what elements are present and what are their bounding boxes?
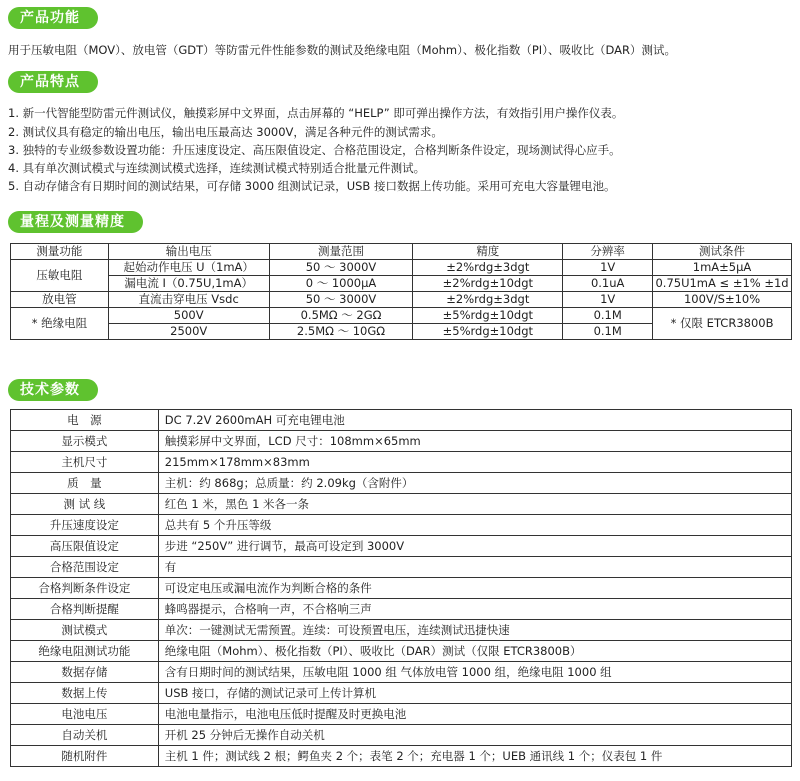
spec-value: 主机：约 868g；总质量：约 2.09kg（含附件） (158, 473, 791, 494)
spec-value: 电池电量指示，电池电压低时提醒及时更换电池 (158, 704, 791, 725)
function-description: 用于压敏电阻（MOV）、放电管（GDT）等防雷元件性能参数的测试及绝缘电阻（Mohm）、极化指数（PI）、吸收比（DAR）测试。 (8, 43, 676, 57)
table-cell: 0.1M (563, 308, 653, 324)
spec-value: 有 (158, 557, 791, 578)
table-cell: 0.1M (563, 324, 653, 340)
table-row (11, 536, 792, 557)
table-cell: ±2%rdg±3dgt (413, 292, 563, 308)
spec-value: 215mm×178mm×83mm (158, 452, 791, 473)
table-row (11, 494, 792, 515)
spec-label: 显示模式 (11, 431, 159, 452)
table-row (11, 260, 792, 276)
spec-label: 数据上传 (11, 683, 159, 704)
header-cell: 精度 (413, 244, 563, 260)
feature-item: 3. 独特的专业级参数设置功能：升压速度设定、高压限值设定、合格范围设定，合格判断条件设定，现场测试得心应手。 (8, 143, 621, 157)
table-cell: 0.75U1mA ≤ ±1% ±1d (653, 276, 792, 292)
table-row (11, 599, 792, 620)
function-cell: 放电管 (11, 292, 109, 308)
table-row (11, 452, 792, 473)
header-cell: 测量范围 (269, 244, 413, 260)
table-row (11, 578, 792, 599)
spec-label: 测试模式 (11, 620, 159, 641)
spec-label: 质 量 (11, 473, 159, 494)
spec-value: 主机 1 件；测试线 2 根；鳄鱼夹 2 个；表笔 2 个；充电器 1 个；UEB 通讯线 1 个；仪表包 1 件 (158, 746, 791, 767)
spec-label: 随机附件 (11, 746, 159, 767)
table-cell: 500V (108, 308, 269, 324)
table-row (11, 473, 792, 494)
spec-value: 红色 1 米，黑色 1 米各一条 (158, 494, 791, 515)
function-cell: * 绝缘电阻 (11, 308, 109, 340)
spec-label: 电池电压 (11, 704, 159, 725)
table-cell: 2500V (108, 324, 269, 340)
table-cell: 50 ～ 3000V (269, 292, 413, 308)
table-cell: 0.1uA (563, 276, 653, 292)
table-cell: 2.5MΩ ～ 10GΩ (269, 324, 413, 340)
table-cell: 1V (563, 260, 653, 276)
specs-table (10, 409, 792, 767)
table-cell: * 仅限 ETCR3800B (653, 308, 792, 340)
table-header-row (11, 244, 792, 260)
table-row (11, 515, 792, 536)
spec-label: 高压限值设定 (11, 536, 159, 557)
spec-label: 数据存储 (11, 662, 159, 683)
spec-label: 绝缘电阻测试功能 (11, 641, 159, 662)
table-row (11, 641, 792, 662)
table-row (11, 276, 792, 292)
table-row (11, 746, 792, 767)
header-cell: 测量功能 (11, 244, 109, 260)
feature-item: 4. 具有单次测试模式与连续测试模式选择，连续测试模式特别适合批量元件测试。 (8, 161, 426, 175)
feature-item: 1. 新一代智能型防雷元件测试仪，触摸彩屏中文界面，点击屏幕的 “HELP” 即可弹出操作方法，有效指引用户操作仪表。 (8, 106, 624, 120)
feature-item: 2. 测试仪具有稳定的输出电压，输出电压最高达 3000V，满足各种元件的测试需求。 (8, 125, 443, 139)
feature-item: 5. 自动存储含有日期时间的测试结果，可存储 3000 组测试记录，USB 接口数据上传功能。采用可充电大容量锂电池。 (8, 179, 616, 193)
table-row (11, 410, 792, 431)
table-cell: 直流击穿电压 Vsdc (108, 292, 269, 308)
table-row (11, 620, 792, 641)
spec-value: 可设定电压或漏电流作为判断合格的条件 (158, 578, 791, 599)
spec-value: 步进 “250V” 进行调节，最高可设定到 3000V (158, 536, 791, 557)
table-cell: 漏电流 I（0.75U,1mA） (108, 276, 269, 292)
spec-label: 升压速度设定 (11, 515, 159, 536)
spec-label: 自动关机 (11, 725, 159, 746)
table-row (11, 308, 792, 324)
range-accuracy-table (10, 243, 792, 340)
spec-value: 触摸彩屏中文界面，LCD 尺寸：108mm×65mm (158, 431, 791, 452)
table-cell: 起始动作电压 U（1mA） (108, 260, 269, 276)
spec-value: 单次：一键测试无需预置。连续：可设预置电压，连续测试迅捷快速 (158, 620, 791, 641)
header-cell: 输出电压 (108, 244, 269, 260)
spec-value: 绝缘电阻（Mohm）、极化指数（PI）、吸收比（DAR）测试（仅限 ETCR3800B） (158, 641, 791, 662)
table-row (11, 704, 792, 725)
table-row (11, 662, 792, 683)
table-cell: 100V/S±10% (653, 292, 792, 308)
section-title-features: 产品特点 (8, 71, 98, 93)
table-row (11, 557, 792, 578)
spec-label: 合格判断提醒 (11, 599, 159, 620)
header-cell: 测试条件 (653, 244, 792, 260)
spec-value: 总共有 5 个升压等级 (158, 515, 791, 536)
section-title-specs: 技术参数 (8, 379, 98, 401)
function-cell: 压敏电阻 (11, 260, 109, 292)
spec-value: USB 接口，存储的测试记录可上传计算机 (158, 683, 791, 704)
table-cell: 0.5MΩ ～ 2GΩ (269, 308, 413, 324)
spec-label: 合格范围设定 (11, 557, 159, 578)
header-cell: 分辨率 (563, 244, 653, 260)
spec-label: 测 试 线 (11, 494, 159, 515)
spec-label: 电 源 (11, 410, 159, 431)
spec-value: 含有日期时间的测试结果，压敏电阻 1000 组 气体放电管 1000 组，绝缘电阻 1000 组 (158, 662, 791, 683)
spec-label: 合格判断条件设定 (11, 578, 159, 599)
table-cell: ±2%rdg±3dgt (413, 260, 563, 276)
table-cell: 0 ～ 1000μA (269, 276, 413, 292)
table-row (11, 683, 792, 704)
spec-value: 蜂鸣器提示，合格响一声，不合格响三声 (158, 599, 791, 620)
spec-value: DC 7.2V 2600mAH 可充电锂电池 (158, 410, 791, 431)
table-cell: 50 ～ 3000V (269, 260, 413, 276)
table-cell: 1mA±5μA (653, 260, 792, 276)
spec-value: 开机 25 分钟后无操作自动关机 (158, 725, 791, 746)
spec-label: 主机尺寸 (11, 452, 159, 473)
table-row (11, 431, 792, 452)
table-row (11, 725, 792, 746)
table-cell: ±5%rdg±10dgt (413, 308, 563, 324)
table-cell: ±2%rdg±10dgt (413, 276, 563, 292)
table-row (11, 292, 792, 308)
table-cell: 1V (563, 292, 653, 308)
table-cell: ±5%rdg±10dgt (413, 324, 563, 340)
section-title-range: 量程及测量精度 (8, 211, 143, 233)
section-title-function: 产品功能 (8, 7, 98, 29)
